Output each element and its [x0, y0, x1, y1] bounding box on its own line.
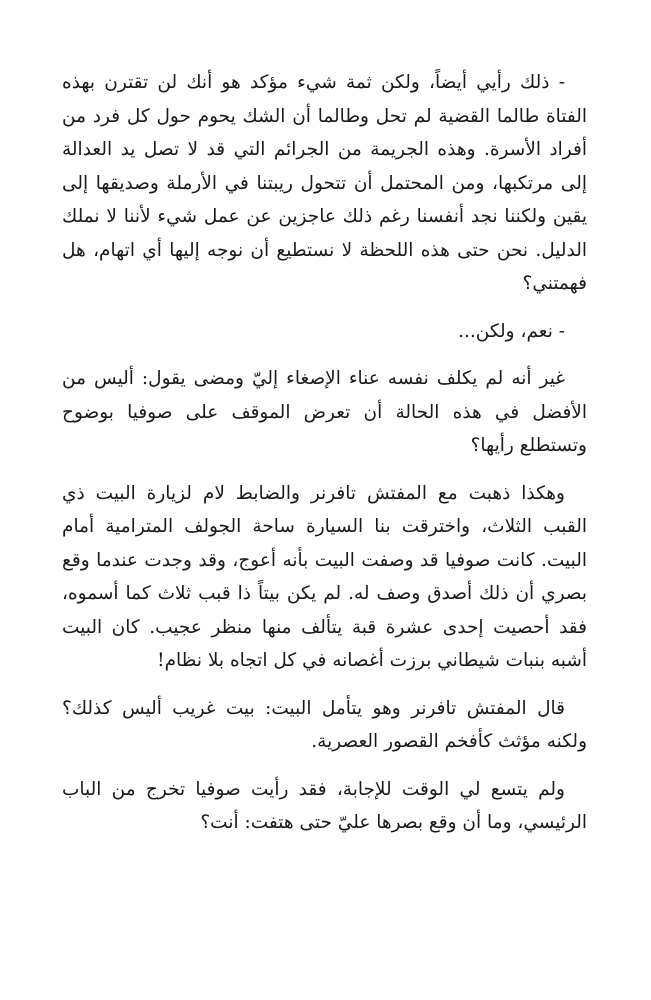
paragraph-1: - ذلك رأيي أيضاً، ولكن ثمة شيء مؤكد هو أنك لن تقترن بهذه الفتاة طالما القضية لم تحل وطالما أن الشك يحوم حول كل فرد من أفراد الأسرة. وهذه الجريمة من الجرائم التي قد لا تصل يد العدالة إلى مرتكبها، ومن المحتمل أن تتحول ريبتنا في الأرملة وصديقها إلى يقين ولكننا نجد أنفسنا رغم ذلك عاجزين عن عمل شيء لأننا لا نملك الدليل. نحن حتى هذه اللحظة لا نستطيع أن نوجه إليها أي اتهام، هل فهمتني؟: [62, 72, 587, 294]
paragraph-5: قال المفتش تافرنر وهو يتأمل البيت: بيت غريب أليس كذلك؟ ولكنه مؤثث كأفخم القصور العصرية.: [62, 697, 587, 752]
paragraph-3: غير أنه لم يكلف نفسه عناء الإصغاء إليّ ومضى يقول: أليس من الأفضل في هذه الحالة أن تعرض الموقف على صوفيا بوضوح وتستطلع رأيها؟: [62, 368, 587, 456]
paragraph-2: - نعم، ولكن...: [458, 320, 565, 342]
paragraph-4: وهكذا ذهبت مع المفتش تافرنر والضابط لام لزيارة البيت ذي القبب الثلاث، واخترقت بنا السيارة ساحة الجولف المترامية أمام البيت. كانت صوفيا قد وصفت البيت بأنه أعوج، وقد وجدت عندما وقع بصري أن ذلك أصدق وصف له. لم يكن بيتاً ذا قبب ثلاث كما أسموه، فقد أحصيت إحدى عشرة قبة يتألف منها منظر عجيب. كان البيت أشبه بنبات شيطاني برزت أغصانه في كل اتجاه بلا نظام!: [62, 482, 587, 671]
paragraph-6: ولم يتسع لي الوقت للإجابة، فقد رأيت صوفيا تخرج من الباب الرئيسي، وما أن وقع بصرها عليّ حتى هتفت: أنت؟: [62, 778, 587, 833]
